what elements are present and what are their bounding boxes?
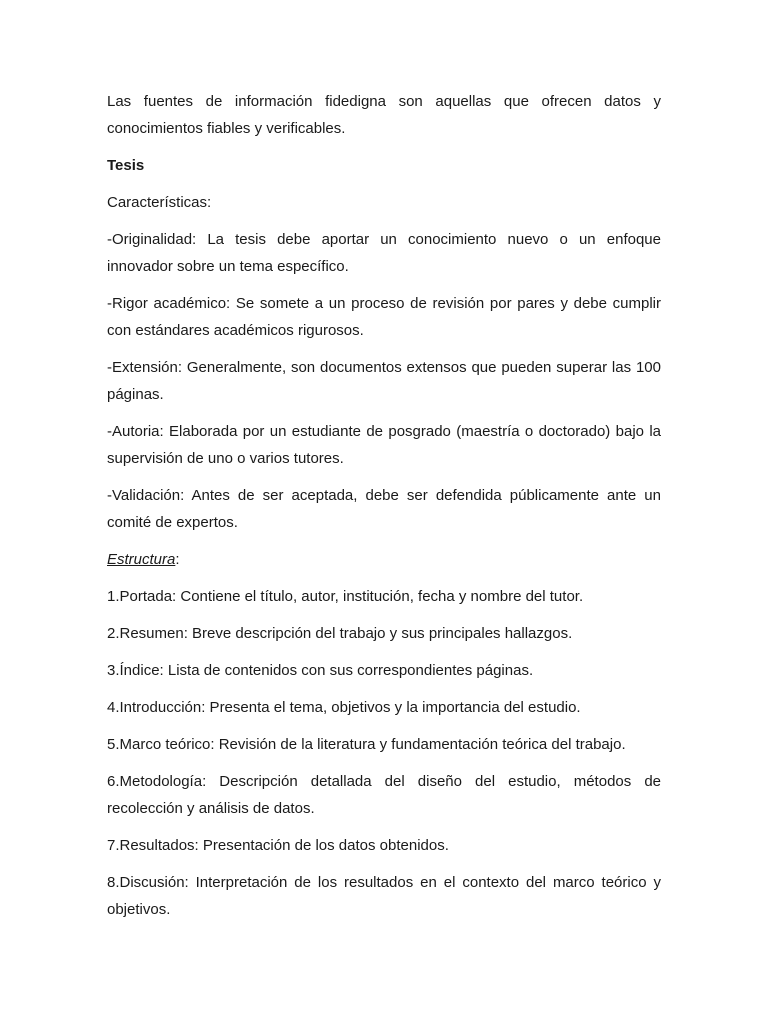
structure-item-abstract: 2.Resumen: Breve descripción del trabajo y sus principales hallazgos. <box>107 625 573 642</box>
structure-item-results: 7.Resultados: Presentación de los datos obtenidos. <box>107 837 449 854</box>
characteristic-extension: -Extensión: Generalmente, son documentos extensos que pueden superar las 100 páginas. <box>107 359 661 403</box>
structure-item-theoretical-framework: 5.Marco teórico: Revisión de la literatura y fundamentación teórica del trabajo. <box>107 736 626 753</box>
structure-label: Estructura <box>107 551 176 568</box>
structure-item-cover: 1.Portada: Contiene el título, autor, institución, fecha y nombre del tutor. <box>107 588 584 605</box>
structure-item-discussion: 8.Discusión: Interpretación de los resultados en el contexto del marco teórico y objetivos. <box>107 874 661 918</box>
characteristic-originality: -Originalidad: La tesis debe aportar un conocimiento nuevo o un enfoque innovador sobre un tema específico. <box>107 231 661 275</box>
characteristic-validation: -Validación: Antes de ser aceptada, debe ser defendida públicamente ante un comité de expertos. <box>107 487 661 531</box>
characteristics-label: Características: <box>107 194 212 211</box>
structure-item-index: 3.Índice: Lista de contenidos con sus correspondientes páginas. <box>107 662 534 679</box>
section-title: Tesis <box>107 157 145 174</box>
structure-colon: : <box>175 551 180 568</box>
intro-paragraph: Las fuentes de información fidedigna son aquellas que ofrecen datos y conocimientos fiables y verificables. <box>107 93 661 137</box>
structure-item-introduction: 4.Introducción: Presenta el tema, objetivos y la importancia del estudio. <box>107 699 581 716</box>
structure-item-methodology: 6.Metodología: Descripción detallada del diseño del estudio, métodos de recolección y análisis de datos. <box>107 773 661 817</box>
document-body <box>107 88 661 933</box>
characteristic-authorship: -Autoria: Elaborada por un estudiante de posgrado (maestría o doctorado) bajo la supervisión de uno o varios tutores. <box>107 423 661 467</box>
structure-heading <box>107 546 661 573</box>
characteristic-rigor: -Rigor académico: Se somete a un proceso de revisión por pares y debe cumplir con estándares académicos rigurosos. <box>107 295 661 339</box>
